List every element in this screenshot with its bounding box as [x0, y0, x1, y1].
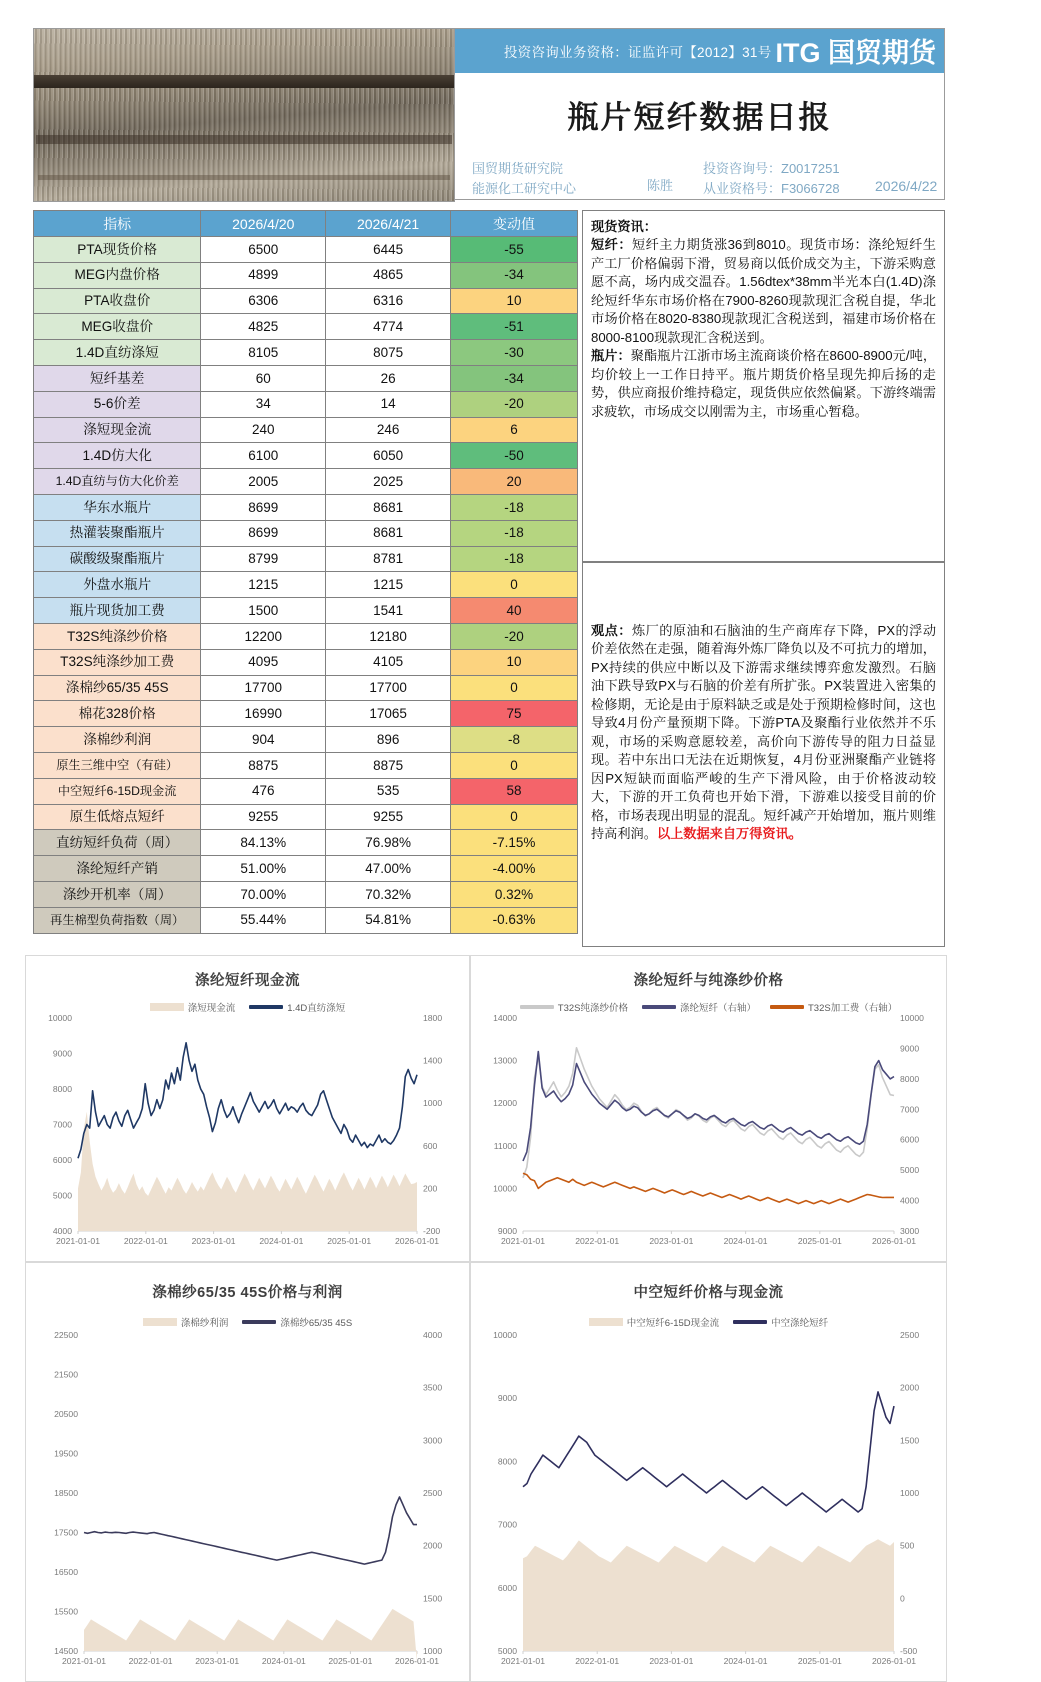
x-axis-tick: 2024-01-01: [723, 1656, 768, 1666]
value-change: -4.00%: [451, 856, 578, 882]
row-label: 中空短纤6-15D现金流: [34, 778, 201, 804]
x-axis-tick: 2023-01-01: [649, 1656, 694, 1666]
chart-line-series: [523, 1392, 894, 1512]
value-day2: 4105: [326, 649, 451, 675]
chart-plot: [471, 956, 946, 1261]
y-axis-tick-right: 7000: [900, 1104, 920, 1115]
data-source-disclaimer: 以上数据来自万得资讯。: [656, 826, 802, 842]
x-axis-tick: 2021-01-01: [62, 1656, 106, 1666]
y-axis-tick-left: 9000: [497, 1393, 517, 1404]
y-axis-tick-right: 6000: [900, 1134, 920, 1145]
row-label: 华东水瓶片: [34, 494, 201, 520]
table-row: [34, 546, 578, 572]
row-label: 5-6价差: [34, 391, 201, 417]
y-axis-tick-right: 1000: [900, 1488, 920, 1498]
y-axis-tick-right: 10000: [900, 1013, 924, 1023]
x-axis-tick: 2022-01-01: [575, 1236, 620, 1246]
table-row: [34, 314, 578, 340]
y-axis-tick-left: 17500: [54, 1527, 78, 1538]
row-label: 原生低熔点短纤: [34, 804, 201, 830]
value-change: 6: [451, 417, 578, 443]
y-axis-tick-left: 14500: [54, 1646, 78, 1656]
value-day2: 4774: [326, 314, 451, 340]
value-change: -55: [451, 237, 578, 263]
table-row: [34, 262, 578, 288]
row-label: 瓶片现货加工费: [34, 598, 201, 624]
table-row: [34, 340, 578, 366]
x-axis-tick: 2026-01-01: [872, 1656, 916, 1666]
y-axis-tick-left: 5000: [497, 1646, 517, 1656]
value-day1: 6306: [201, 288, 326, 314]
value-day2: 8075: [326, 340, 451, 366]
header-right: [455, 28, 945, 200]
y-axis-tick-right: 600: [423, 1140, 438, 1151]
table-row: [34, 391, 578, 417]
viewpoint-heading: 观点：: [591, 623, 632, 638]
value-change: 0: [451, 675, 578, 701]
y-axis-tick-right: 4000: [900, 1195, 920, 1206]
y-axis-tick-right: 3000: [423, 1435, 443, 1446]
x-axis-tick: 2022-01-01: [128, 1656, 173, 1666]
value-day1: 60: [201, 365, 326, 391]
value-day2: 8681: [326, 494, 451, 520]
qualification-text: 投资咨询业务资格：证监许可【2012】31号: [503, 44, 772, 60]
value-change: -18: [451, 520, 578, 546]
spot-news-p1-label: 短纤：: [591, 237, 632, 253]
x-axis-tick: 2026-01-01: [872, 1236, 916, 1246]
value-day2: 76.98%: [326, 830, 451, 856]
value-change: -34: [451, 262, 578, 288]
value-day1: 17700: [201, 675, 326, 701]
table-row: [34, 856, 578, 882]
y-axis-tick-right: 1400: [423, 1055, 443, 1066]
y-axis-tick-left: 11000: [493, 1140, 517, 1151]
value-day1: 8699: [201, 494, 326, 520]
row-label: 原生三维中空（有硅）: [34, 752, 201, 778]
table-row: [34, 752, 578, 778]
legend-label: 涤棉纱利润: [180, 1318, 229, 1329]
spot-news-p2-label: 瓶片：: [591, 348, 631, 364]
table-col-header-3: 变动值: [451, 211, 578, 237]
x-axis-tick: 2025-01-01: [797, 1656, 842, 1666]
y-axis-tick-left: 18500: [54, 1488, 78, 1498]
y-axis-tick-left: 21500: [54, 1369, 78, 1380]
y-axis-tick-right: 8000: [900, 1073, 920, 1084]
legend-label: 涤纶短纤（右轴）: [679, 1003, 756, 1014]
viewpoint-body: 炼厂的原油和石脑油的生产商库存下降，PX的浮动价差依然在走强，随着海外炼厂降负以及不可抗力的增加，PX持续的供应中断以及下游需求继续博弈愈发激烈。石脑油下跌导致PX与石脑的价差有所扩张。PX装置进入密集的检修期，无论是由于原料缺乏或是处于预期检修时间，这也导致4月份产量预期下降。下游PTA及聚酯行业依然并不乐观，市场的采购意愿较差，高价向下游传导的阻力日益显现。若中东出口无法在近期恢复，4月份亚洲聚酯产业链将因PX短缺而面临严峻的生产下滑风险，由于价格波动较大，下游的开工负荷也开始下滑，下游难以接受目前的价格，市场表现出明显的混乱。短纤减产开始增加，瓶片则维持高利润。: [591, 623, 937, 842]
value-day1: 34: [201, 391, 326, 417]
value-day1: 84.13%: [201, 830, 326, 856]
y-axis-tick-right: 9000: [900, 1043, 920, 1054]
chart-cashflow: [25, 955, 470, 1262]
x-axis-tick: 2022-01-01: [575, 1656, 620, 1666]
value-day1: 476: [201, 778, 326, 804]
row-label: MEG内盘价格: [34, 262, 201, 288]
value-day2: 6445: [326, 237, 451, 263]
value-day1: 4095: [201, 649, 326, 675]
analyst-name: 陈胜: [647, 177, 674, 193]
table-row: [34, 494, 578, 520]
row-label: 1.4D直纺涤短: [34, 340, 201, 366]
y-axis-tick-left: 19500: [54, 1448, 78, 1459]
y-axis-tick-right: 2000: [900, 1382, 920, 1393]
viewpoint-panel: [582, 562, 945, 947]
x-axis-tick: 2021-01-01: [501, 1656, 545, 1666]
value-day1: 4899: [201, 262, 326, 288]
value-day1: 12200: [201, 623, 326, 649]
value-change: 0: [451, 572, 578, 598]
chart-hollow-fiber: [470, 1262, 947, 1682]
value-day2: 246: [326, 417, 451, 443]
x-axis-tick: 2023-01-01: [649, 1236, 694, 1246]
chart-line-series: [78, 1043, 417, 1158]
y-axis-tick-right: 5000: [900, 1165, 920, 1176]
value-day2: 1541: [326, 598, 451, 624]
value-day1: 2005: [201, 469, 326, 495]
value-day2: 12180: [326, 623, 451, 649]
row-label: T32S纯涤纱价格: [34, 623, 201, 649]
y-axis-tick-left: 7000: [497, 1519, 517, 1530]
value-day2: 9255: [326, 804, 451, 830]
value-change: -34: [451, 365, 578, 391]
chart-title: 涤纶短纤与纯涤纱价格: [633, 973, 784, 989]
legend-label: 中空短纤6-15D现金流: [626, 1318, 720, 1329]
value-change: -51: [451, 314, 578, 340]
y-axis-tick-right: 200: [423, 1183, 438, 1194]
value-change: 0: [451, 804, 578, 830]
x-axis-tick: 2024-01-01: [261, 1656, 306, 1666]
y-axis-tick-left: 4000: [52, 1226, 72, 1236]
y-axis-tick-right: 2000: [423, 1540, 443, 1551]
value-change: -8: [451, 727, 578, 753]
value-day2: 6050: [326, 443, 451, 469]
value-day2: 47.00%: [326, 856, 451, 882]
y-axis-tick-left: 16500: [54, 1567, 78, 1577]
y-axis-tick-left: 13000: [493, 1055, 517, 1066]
indicator-table: [33, 210, 578, 934]
table-body: [34, 237, 578, 934]
spot-news-p1: 短纤主力期货涨36到8010。现货市场：涤纶短纤生产工厂价格偏弱下滑，贸易商以低价成交为主，下游采购意愿不高，场内成交温吞。1.56dtex*38mm半光本白(1.4D)涤纶短纤华东市场价格在7900-8260现款现汇含税自提，华北市场价格在8020-8380现款现汇含税送到，福建市场价格在8000-8100现款现汇含税送到。: [591, 237, 936, 345]
y-axis-tick-left: 15500: [54, 1606, 78, 1617]
y-axis-tick-right: 1500: [423, 1593, 443, 1604]
value-day1: 70.00%: [201, 881, 326, 907]
spot-news-text: [591, 218, 936, 421]
table-row: [34, 623, 578, 649]
value-day2: 4865: [326, 262, 451, 288]
value-day2: 6316: [326, 288, 451, 314]
row-label: 碳酸级聚酯瓶片: [34, 546, 201, 572]
x-axis-tick: 2023-01-01: [195, 1656, 240, 1666]
value-day2: 17700: [326, 675, 451, 701]
value-day1: 6100: [201, 443, 326, 469]
credentials-block: [703, 159, 853, 199]
row-label: 涤棉纱利润: [34, 727, 201, 753]
table-row: [34, 830, 578, 856]
value-day2: 70.32%: [326, 881, 451, 907]
report-header: [33, 28, 945, 200]
chart-cotton-yarn: [25, 1262, 470, 1682]
value-change: -18: [451, 546, 578, 572]
chart-line-series: [84, 1497, 417, 1564]
x-axis-tick: 2021-01-01: [56, 1236, 100, 1246]
table-col-header-1: 2026/4/20: [201, 211, 326, 237]
row-label: 再生棉型负荷指数（周）: [34, 907, 201, 933]
row-label: 涤纶短纤产销: [34, 856, 201, 882]
row-label: MEG收盘价: [34, 314, 201, 340]
practice-number: 从业资格号：F3066728: [703, 180, 840, 196]
y-axis-tick-right: 2500: [900, 1330, 920, 1340]
value-change: -50: [451, 443, 578, 469]
institute-block: [472, 159, 647, 199]
y-axis-tick-left: 14000: [493, 1013, 517, 1023]
value-day1: 6500: [201, 237, 326, 263]
value-day1: 8105: [201, 340, 326, 366]
table-row: [34, 675, 578, 701]
page-title: 瓶片短纤数据日报: [567, 99, 832, 135]
legend-label: 中空涤纶短纤: [771, 1318, 829, 1329]
value-day2: 17065: [326, 701, 451, 727]
table-row: [34, 443, 578, 469]
table-row: [34, 598, 578, 624]
y-axis-tick-left: 6000: [497, 1582, 517, 1593]
row-label: 涤纱开机率（周）: [34, 881, 201, 907]
table-row: [34, 417, 578, 443]
chart-plot: [471, 1263, 946, 1681]
row-label: 短纤基差: [34, 365, 201, 391]
value-day2: 14: [326, 391, 451, 417]
x-axis-tick: 2025-01-01: [797, 1236, 842, 1246]
value-day1: 4825: [201, 314, 326, 340]
chart-area-series: [78, 1112, 417, 1231]
table-col-header-2: 2026/4/21: [326, 211, 451, 237]
chart-plot: [26, 1263, 469, 1681]
value-day1: 8875: [201, 752, 326, 778]
y-axis-tick-right: -500: [900, 1646, 918, 1656]
value-day1: 1215: [201, 572, 326, 598]
table-row: [34, 649, 578, 675]
row-label: T32S纯涤纱加工费: [34, 649, 201, 675]
y-axis-tick-right: 3500: [423, 1382, 443, 1393]
y-axis-tick-right: 0: [900, 1593, 905, 1604]
value-day1: 904: [201, 727, 326, 753]
y-axis-tick-right: 1000: [423, 1098, 443, 1109]
value-change: 20: [451, 469, 578, 495]
row-label: 外盘水瓶片: [34, 572, 201, 598]
legend-label: 1.4D直纺涤短: [287, 1003, 346, 1014]
value-change: 58: [451, 778, 578, 804]
value-day1: 8799: [201, 546, 326, 572]
spot-news-p2: 聚酯瓶片江浙市场主流商谈价格在8600-8900元/吨，均价较上一工作日持平。瓶片期货价格呈现先抑后扬的走势，供应商报价维持稳定，现货供应依然偏紧。下游终端需求疲软，市场成交以刚需为主，市场重心暂稳。: [591, 348, 936, 419]
chart-area-series: [523, 1539, 894, 1651]
brand-bar: [455, 29, 944, 73]
report-date: 2026/4/22: [875, 177, 938, 194]
value-change: 0.32%: [451, 881, 578, 907]
consult-number: 投资咨询号：Z0017251: [703, 160, 840, 176]
row-label: 棉花328价格: [34, 701, 201, 727]
value-change: 0: [451, 752, 578, 778]
row-label: PTA收盘价: [34, 288, 201, 314]
x-axis-tick: 2025-01-01: [328, 1656, 373, 1666]
table-row: [34, 727, 578, 753]
y-axis-tick-left: 5000: [52, 1190, 72, 1201]
legend-label: T32S加工费（右轴）: [808, 1003, 898, 1014]
table-row: [34, 701, 578, 727]
value-day1: 9255: [201, 804, 326, 830]
y-axis-tick-right: 2500: [423, 1488, 443, 1498]
row-label: PTA现货价格: [34, 237, 201, 263]
y-axis-tick-right: 3000: [900, 1226, 920, 1236]
table-row: [34, 804, 578, 830]
y-axis-tick-right: 4000: [423, 1330, 443, 1340]
value-day2: 8875: [326, 752, 451, 778]
y-axis-tick-left: 22500: [54, 1330, 78, 1340]
legend-label: 涤棉纱65/35 45S: [280, 1318, 353, 1329]
value-change: 75: [451, 701, 578, 727]
value-change: -18: [451, 494, 578, 520]
x-axis-tick: 2023-01-01: [191, 1236, 236, 1246]
chart-area-series: [84, 1609, 417, 1662]
spot-news-heading: 现货资讯：: [591, 219, 657, 234]
value-day1: 51.00%: [201, 856, 326, 882]
value-change: -0.63%: [451, 907, 578, 933]
value-day2: 26: [326, 365, 451, 391]
x-axis-tick: 2026-01-01: [395, 1236, 439, 1246]
y-axis-tick-right: 1800: [423, 1013, 443, 1023]
x-axis-tick: 2022-01-01: [123, 1236, 168, 1246]
value-change: 10: [451, 649, 578, 675]
table-row: [34, 288, 578, 314]
table-row: [34, 365, 578, 391]
chart-yarn-price: [470, 955, 947, 1262]
spot-news-panel: [582, 210, 945, 562]
y-axis-tick-left: 7000: [52, 1119, 72, 1130]
row-label: 1.4D直纺与仿大化价差: [34, 469, 201, 495]
y-axis-tick-left: 6000: [52, 1155, 72, 1165]
value-day2: 8681: [326, 520, 451, 546]
value-change: -7.15%: [451, 830, 578, 856]
y-axis-tick-left: 10000: [493, 1183, 517, 1194]
table-col-header-0: 指标: [34, 211, 201, 237]
table-row: [34, 237, 578, 263]
x-axis-tick: 2026-01-01: [395, 1656, 439, 1666]
y-axis-tick-left: 10000: [48, 1013, 72, 1023]
value-day2: 2025: [326, 469, 451, 495]
row-label: 直纺短纤负荷（周）: [34, 830, 201, 856]
table-header-row: [34, 211, 578, 237]
value-change: -20: [451, 391, 578, 417]
y-axis-tick-right: -200: [423, 1226, 441, 1236]
y-axis-tick-left: 9000: [52, 1048, 72, 1059]
y-axis-tick-right: 500: [900, 1540, 915, 1551]
chart-plot: [26, 956, 469, 1261]
value-day1: 1500: [201, 598, 326, 624]
x-axis-tick: 2025-01-01: [327, 1236, 372, 1246]
row-label: 1.4D仿大化: [34, 443, 201, 469]
y-axis-tick-left: 8000: [497, 1456, 517, 1467]
chart-line-series: [523, 1173, 894, 1203]
y-axis-tick-right: 1000: [423, 1646, 443, 1656]
fiber-photo: [33, 28, 455, 202]
x-axis-tick: 2024-01-01: [259, 1236, 304, 1246]
value-day2: 8781: [326, 546, 451, 572]
viewpoint-text: [591, 570, 936, 844]
y-axis-tick-left: 8000: [52, 1084, 72, 1094]
chart-line-series: [523, 1052, 894, 1162]
legend-label: T32S纯涤纱价格: [557, 1003, 628, 1014]
value-change: -20: [451, 623, 578, 649]
y-axis-tick-left: 10000: [493, 1330, 517, 1340]
institute-line-1: 国贸期货研究院: [472, 160, 564, 176]
value-day1: 240: [201, 417, 326, 443]
value-day1: 16990: [201, 701, 326, 727]
header-meta: [455, 159, 944, 199]
value-change: 40: [451, 598, 578, 624]
row-label: 热灌装聚酯瓶片: [34, 520, 201, 546]
x-axis-tick: 2021-01-01: [501, 1236, 545, 1246]
row-label: 涤短现金流: [34, 417, 201, 443]
chart-title: 中空短纤价格与现金流: [633, 1285, 784, 1301]
value-day2: 535: [326, 778, 451, 804]
table-row: [34, 881, 578, 907]
table-row: [34, 469, 578, 495]
y-axis-tick-left: 12000: [493, 1098, 517, 1109]
table-row: [34, 572, 578, 598]
y-axis-tick-left: 20500: [54, 1409, 78, 1419]
institute-line-2: 能源化工研究中心: [472, 180, 577, 196]
table-row: [34, 778, 578, 804]
value-day2: 1215: [326, 572, 451, 598]
y-axis-tick-right: 1500: [900, 1435, 920, 1446]
company-logo: ITG 国贸期货: [775, 38, 936, 69]
chart-title: 涤纶短纤现金流: [195, 973, 300, 989]
value-change: -30: [451, 340, 578, 366]
legend-label: 涤短现金流: [187, 1003, 236, 1014]
value-day1: 8699: [201, 520, 326, 546]
table-row: [34, 907, 578, 933]
y-axis-tick-left: 9000: [497, 1226, 517, 1236]
value-day1: 55.44%: [201, 907, 326, 933]
value-day2: 896: [326, 727, 451, 753]
value-change: 10: [451, 288, 578, 314]
table-row: [34, 520, 578, 546]
row-label: 涤棉纱65/35 45S: [34, 675, 201, 701]
value-day2: 54.81%: [326, 907, 451, 933]
chart-title: 涤棉纱65/35 45S价格与利润: [152, 1285, 343, 1301]
x-axis-tick: 2024-01-01: [723, 1236, 768, 1246]
